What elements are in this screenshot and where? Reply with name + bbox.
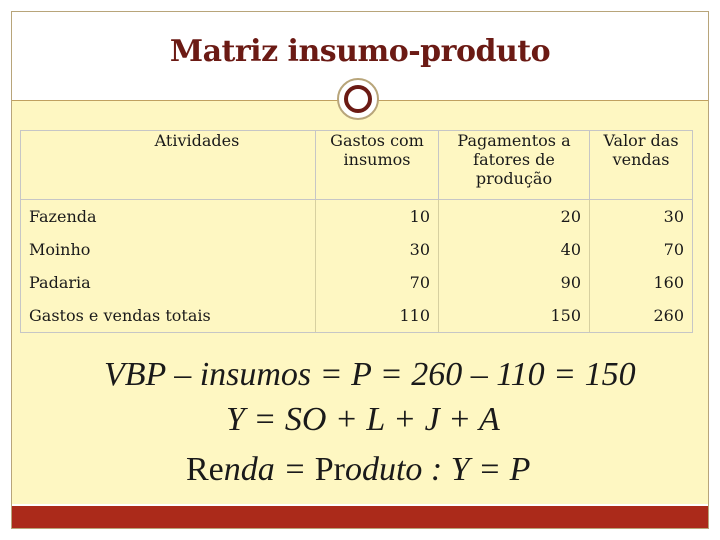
header-gastos: Gastos com insumos	[316, 131, 439, 200]
cell-gastos: 30	[316, 233, 439, 266]
cell-pagamentos: 90	[439, 266, 590, 299]
eq3-nda: nda =	[223, 451, 315, 488]
cell-valor: 30	[590, 200, 693, 234]
eq3-pr: Pr	[314, 451, 345, 488]
cell-pagamentos: 150	[439, 299, 590, 333]
input-output-table	[20, 130, 693, 333]
row-label: Padaria	[21, 266, 316, 299]
header-pagamentos: Pagamentos a fatores de produção	[439, 131, 590, 200]
equation-income: Y = SO + L + J + A	[226, 401, 500, 438]
row-label: Fazenda	[21, 200, 316, 234]
equation-vbp: VBP – insumos = P = 260 – 110 = 150	[104, 356, 636, 393]
row-label: Moinho	[21, 233, 316, 266]
cell-valor: 70	[590, 233, 693, 266]
table-row	[21, 299, 693, 333]
eq3-re: Re	[186, 451, 224, 488]
cell-pagamentos: 20	[439, 200, 590, 234]
cell-gastos: 110	[316, 299, 439, 333]
cell-valor: 160	[590, 266, 693, 299]
eq3-rest: oduto : Y = P	[344, 451, 531, 488]
table-row	[21, 233, 693, 266]
table-header-row	[21, 131, 693, 200]
bottom-accent-bar	[12, 506, 708, 528]
table-row	[21, 200, 693, 234]
equation-renda-produto	[186, 451, 530, 489]
row-label: Gastos e vendas totais	[21, 299, 316, 333]
cell-pagamentos: 40	[439, 233, 590, 266]
cell-valor: 260	[590, 299, 693, 333]
slide-title: Matriz insumo-produto	[169, 34, 551, 69]
header-atividades: Atividades	[21, 131, 316, 200]
table-row	[21, 266, 693, 299]
header-valor: Valor das vendas	[590, 131, 693, 200]
circle-ornament-icon	[337, 78, 379, 120]
cell-gastos: 70	[316, 266, 439, 299]
cell-gastos: 10	[316, 200, 439, 234]
